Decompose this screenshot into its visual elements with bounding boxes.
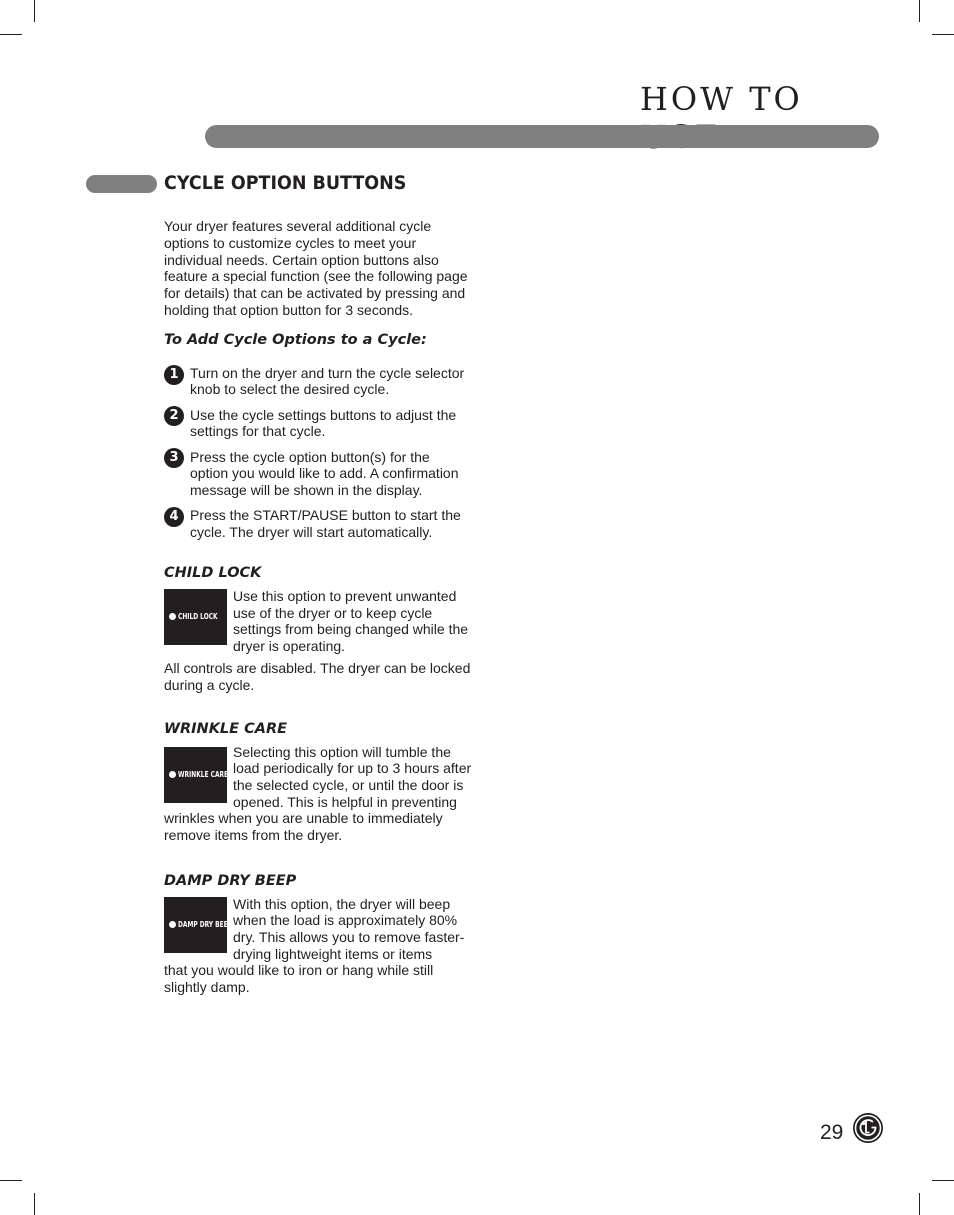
wrinkle-care-text: Selecting this option will tumble the	[233, 744, 451, 760]
damp-dry-beep-button-image	[164, 897, 233, 953]
step-text: settings for that cycle.	[190, 423, 326, 439]
damp-dry-beep-text: With this option, the dryer will beep	[233, 896, 451, 912]
child-lock-text: Use this option to prevent unwanted	[233, 588, 457, 604]
step-number: 3	[164, 448, 184, 468]
indicator-light-icon	[169, 921, 176, 928]
damp-dry-beep-text: that you would like to iron or hang while still	[164, 962, 434, 978]
crop-mark	[0, 34, 22, 35]
step-text: message will be shown in the display.	[190, 482, 423, 498]
header-bar	[205, 125, 879, 148]
step-number: 4	[164, 507, 184, 527]
button-image-label: DAMP DRY BEEP	[178, 920, 233, 929]
child-lock-text: settings from being changed while the	[233, 621, 469, 637]
button-image-label: WRINKLE CARE	[178, 770, 229, 779]
intro-line: for details) that can be activated by pressing and	[164, 285, 466, 301]
wrinkle-care-text: wrinkles when you are unable to immediately	[164, 810, 443, 826]
wrinkle-care-text: the selected cycle, or until the door is	[233, 777, 464, 793]
add-options-heading: To Add Cycle Options to a Cycle:	[164, 332, 427, 348]
step-number: 1	[164, 365, 184, 385]
lg-logo-icon	[853, 1113, 883, 1143]
indicator-light-icon	[169, 613, 176, 620]
step-text: Press the START/PAUSE button to start the	[190, 507, 461, 523]
child-lock-text: dryer is operating.	[233, 638, 346, 654]
section-title: CYCLE OPTION BUTTONS	[164, 172, 407, 194]
crop-mark	[34, 1193, 35, 1215]
damp-dry-beep-text: when the load is approximately 80%	[233, 912, 458, 928]
crop-mark	[932, 34, 954, 35]
page-number: 29	[820, 1121, 844, 1144]
step-text: Use the cycle settings buttons to adjust the	[190, 407, 457, 423]
page-header-title: HOW TO	[640, 80, 803, 118]
child-lock-text: during a cycle.	[164, 677, 255, 693]
section-marker	[86, 175, 157, 193]
button-image-label: CHILD LOCK	[178, 612, 218, 621]
child-lock-button-image	[164, 589, 227, 645]
intro-line: options to customize cycles to meet your	[164, 235, 417, 251]
step-number: 2	[164, 406, 184, 426]
lg-logo-mark	[853, 1113, 883, 1143]
indicator-light-icon	[169, 771, 176, 778]
crop-mark	[919, 1193, 920, 1215]
child-lock-text: All controls are disabled. The dryer can be locked	[164, 660, 471, 676]
crop-mark	[34, 0, 35, 22]
intro-line: Your dryer features several additional cycle	[164, 218, 432, 234]
step-text: cycle. The dryer will start automatically.	[190, 524, 433, 540]
step-text: knob to select the desired cycle.	[190, 381, 390, 397]
crop-mark	[919, 0, 920, 22]
wrinkle-care-text: opened. This is helpful in preventing	[233, 794, 457, 810]
wrinkle-care-heading: WRINKLE CARE	[164, 721, 288, 737]
step-text: Press the cycle option button(s) for the	[190, 449, 430, 465]
child-lock-text: use of the dryer or to keep cycle	[233, 605, 433, 621]
crop-mark	[932, 1180, 954, 1181]
damp-dry-beep-text: drying lightweight items or items	[233, 946, 433, 962]
damp-dry-beep-text: slightly damp.	[164, 979, 250, 995]
step-text: option you would like to add. A confirmation	[190, 465, 459, 481]
crop-mark	[0, 1180, 22, 1181]
step-text: Turn on the dryer and turn the cycle selector	[190, 365, 465, 381]
child-lock-heading: CHILD LOCK	[164, 565, 262, 581]
wrinkle-care-text: load periodically for up to 3 hours after	[233, 760, 472, 776]
intro-line: holding that option button for 3 seconds.	[164, 302, 414, 318]
damp-dry-beep-heading: DAMP DRY BEEP	[164, 873, 297, 889]
wrinkle-care-text: remove items from the dryer.	[164, 827, 343, 843]
wrinkle-care-button-image	[164, 747, 227, 803]
intro-line: feature a special function (see the following page	[164, 268, 468, 284]
damp-dry-beep-text: dry. This allows you to remove faster-	[233, 929, 465, 945]
intro-line: individual needs. Certain option buttons also	[164, 252, 439, 268]
